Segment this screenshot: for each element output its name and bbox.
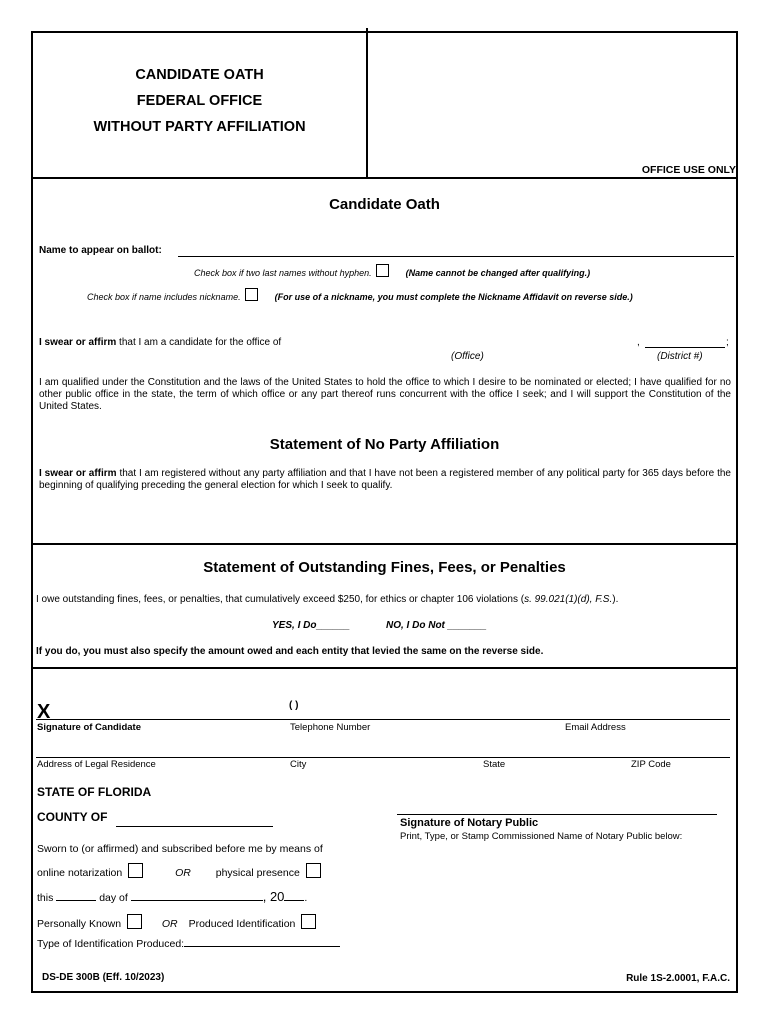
fines-heading: Statement of Outstanding Fines, Fees, or Penalties	[203, 559, 566, 576]
or-label-1: OR	[175, 867, 191, 879]
county-of-label: COUNTY OF	[37, 810, 108, 824]
state-label: State	[483, 759, 506, 770]
address-label: Address of Legal Residence	[37, 759, 156, 770]
id-type-row	[37, 938, 340, 950]
no-party-paragraph	[39, 468, 731, 492]
nickname-note: (For use of a nickname, you must complete the Nickname Affidavit on reverse side.)	[274, 292, 633, 302]
produced-label: Produced Identification	[188, 918, 296, 930]
district-label: (District #)	[657, 351, 703, 362]
section-divider-header	[31, 177, 738, 179]
known-checkbox[interactable]	[127, 914, 142, 929]
fines-citation: s. 99.021(1)(d), F.S.	[524, 594, 613, 605]
hyphen-checkbox[interactable]	[376, 264, 389, 277]
day-field[interactable]	[56, 900, 96, 901]
fines-yes[interactable]: YES, I Do______	[272, 620, 350, 631]
header-divider	[366, 28, 368, 178]
nickname-check-row	[87, 288, 633, 302]
district-field[interactable]	[645, 347, 725, 348]
nickname-check-text: Check box if name includes nickname.	[87, 292, 241, 302]
state-of-florida: STATE OF FLORIDA	[37, 785, 152, 799]
form-title	[33, 62, 366, 140]
notary-print-label: Print, Type, or Stamp Commissioned Name of Notary Public below:	[400, 831, 683, 842]
id-type-label: Type of Identification Produced:	[37, 938, 185, 950]
zip-label: ZIP Code	[631, 759, 671, 770]
swear-bold: I swear or affirm	[39, 337, 117, 348]
phone-parens: ( )	[289, 700, 299, 711]
fines-paragraph	[36, 594, 736, 605]
signature-line[interactable]	[36, 719, 730, 720]
swear-office-line	[39, 337, 281, 348]
email-label: Email Address	[565, 722, 626, 733]
identification-row	[37, 914, 319, 930]
date-row	[37, 889, 307, 904]
title-line-2: FEDERAL OFFICE	[136, 93, 263, 109]
or-label-2: OR	[161, 918, 178, 930]
physical-label: physical presence	[215, 867, 300, 879]
office-comma: ,	[637, 337, 640, 348]
office-use-label: OFFICE USE ONLY	[641, 164, 736, 176]
year-field[interactable]	[284, 900, 304, 901]
qualified-paragraph: I am qualified under the Constitution and the laws of the United States to hold the office to which I desire to be nominated or elected; I have qualified for no other public office in the state, the term of which office or any part thereof runs concurrent with the office I seek; and I will support the Constitution of the United States.	[39, 377, 731, 412]
notary-signature-label: Signature of Notary Public	[400, 817, 539, 829]
phone-label: Telephone Number	[290, 722, 371, 733]
ballot-name-label: Name to appear on ballot:	[39, 245, 162, 256]
month-field[interactable]	[131, 900, 263, 901]
sworn-text: Sworn to (or affirmed) and subscribed before me by means of	[37, 843, 323, 855]
day-of-label: day of	[99, 892, 128, 904]
section-divider-fines	[31, 543, 738, 545]
date-period: .	[304, 892, 308, 904]
fines-no[interactable]: NO, I Do Not _______	[386, 620, 487, 631]
physical-checkbox[interactable]	[306, 863, 321, 878]
hyphen-check-text: Check box if two last names without hyphen.	[194, 268, 372, 278]
signature-label: Signature of Candidate	[37, 722, 141, 733]
candidate-oath-heading: Candidate Oath	[329, 196, 440, 213]
id-type-field[interactable]	[184, 946, 340, 947]
known-label: Personally Known	[37, 918, 122, 930]
swear-text: that I am a candidate for the office of	[116, 337, 282, 348]
no-party-text: that I am registered without any party affiliation and that I have not been a registered member of any political party for 365 days before the beginning of qualifying preceding the general election for which I seek to qualify.	[39, 468, 731, 491]
city-label: City	[290, 759, 307, 770]
online-label: online notarization	[37, 867, 123, 879]
hyphen-check-row	[194, 264, 590, 278]
form-id: DS-DE 300B (Eff. 10/2023)	[42, 972, 165, 983]
this-label: this	[37, 892, 54, 904]
x-mark: X	[37, 701, 51, 723]
notarization-row	[37, 863, 324, 879]
district-semicolon: ;	[726, 337, 729, 348]
rule-citation: Rule 1S-2.0001, F.A.C.	[626, 973, 730, 984]
title-line-3: WITHOUT PARTY AFFILIATION	[93, 119, 306, 135]
address-line[interactable]	[36, 757, 730, 758]
office-field[interactable]	[320, 347, 632, 348]
year-prefix: , 20	[262, 889, 285, 904]
hyphen-note: (Name cannot be changed after qualifying.)	[405, 268, 591, 278]
fines-text: I owe outstanding fines, fees, or penalties, that cumulatively exceed $250, for ethics or chapter 106 violations (	[36, 594, 525, 605]
nickname-checkbox[interactable]	[245, 288, 258, 301]
fines-text-end: ).	[612, 594, 619, 605]
county-field[interactable]	[116, 826, 273, 827]
produced-checkbox[interactable]	[301, 914, 316, 929]
ballot-name-field[interactable]	[178, 256, 734, 257]
online-checkbox[interactable]	[128, 863, 143, 878]
notary-signature-line[interactable]	[397, 814, 717, 815]
title-line-1: CANDIDATE OATH	[135, 67, 264, 83]
section-divider-signature	[31, 667, 738, 669]
office-label: (Office)	[451, 351, 484, 362]
no-party-swear-bold: I swear or affirm	[39, 468, 117, 479]
fines-specify: If you do, you must also specify the amount owed and each entity that levied the same on the reverse side.	[36, 646, 544, 657]
no-party-heading: Statement of No Party Affiliation	[269, 436, 500, 453]
